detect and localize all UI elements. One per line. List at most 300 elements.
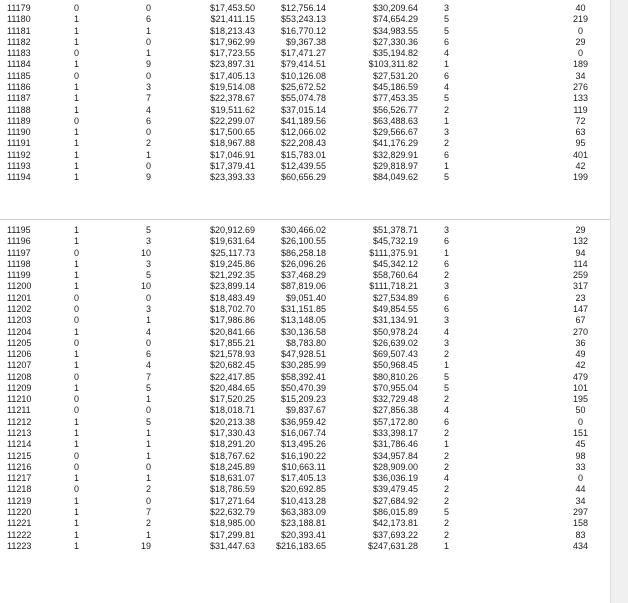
total-cell[interactable]: $41,176.29 <box>372 138 418 149</box>
row-id-cell[interactable]: 11220 <box>7 507 32 517</box>
vertical-scrollbar[interactable] <box>610 0 628 603</box>
score-cell[interactable]: 83 <box>575 529 586 540</box>
count-cell[interactable]: 1 <box>145 48 151 59</box>
table-row[interactable] <box>0 150 610 161</box>
amount-b-cell[interactable]: $63,383.09 <box>280 507 326 517</box>
amount-b-cell[interactable]: $17,471.27 <box>280 48 326 59</box>
flag-cell[interactable]: 1 <box>73 127 79 138</box>
score-cell[interactable]: 23 <box>575 292 586 303</box>
row-id-cell[interactable]: 11219 <box>7 495 32 506</box>
amount-b-cell[interactable]: $216,183.65 <box>275 540 326 551</box>
flag-cell[interactable]: 1 <box>73 495 79 506</box>
flag-cell[interactable]: 1 <box>73 93 79 104</box>
amount-a-cell[interactable]: $23,897.31 <box>209 59 255 70</box>
amount-b-cell[interactable]: $31,151.85 <box>280 303 326 314</box>
score-cell[interactable]: 158 <box>572 518 589 529</box>
row-id-cell[interactable]: 11196 <box>7 236 31 247</box>
table-row[interactable] <box>0 71 610 82</box>
total-cell[interactable]: $74,654.29 <box>372 14 418 25</box>
amount-b-cell[interactable]: $53,243.13 <box>280 14 326 25</box>
count-cell[interactable]: 1 <box>145 149 151 160</box>
count-cell[interactable]: 1 <box>145 529 151 540</box>
table-row[interactable] <box>0 248 610 259</box>
category-cell[interactable]: 4 <box>443 81 449 92</box>
count-cell[interactable]: 0 <box>145 36 151 47</box>
amount-a-cell[interactable]: $20,213.38 <box>209 416 255 427</box>
flag-cell[interactable]: 1 <box>73 382 79 393</box>
category-cell[interactable]: 6 <box>443 70 449 81</box>
total-cell[interactable]: $111,718.21 <box>369 281 418 292</box>
count-cell[interactable]: 6 <box>145 115 151 126</box>
score-cell[interactable]: 40 <box>575 3 586 13</box>
table-row[interactable] <box>0 496 610 507</box>
count-cell[interactable]: 4 <box>145 360 151 371</box>
row-id-cell[interactable]: 11209 <box>7 382 32 393</box>
flag-cell[interactable]: 0 <box>73 394 79 405</box>
count-cell[interactable]: 4 <box>145 104 151 115</box>
score-cell[interactable]: 98 <box>575 450 586 461</box>
amount-b-cell[interactable]: $12,066.02 <box>280 127 326 138</box>
amount-b-cell[interactable]: $9,367.38 <box>285 36 326 47</box>
count-cell[interactable]: 0 <box>145 337 151 348</box>
table-row[interactable] <box>0 259 610 270</box>
table-row[interactable] <box>0 3 610 14</box>
score-cell[interactable]: 45 <box>575 439 586 450</box>
flag-cell[interactable]: 1 <box>73 25 79 36</box>
total-cell[interactable]: $45,186.59 <box>372 81 418 92</box>
count-cell[interactable]: 9 <box>145 59 151 70</box>
flag-cell[interactable]: 0 <box>73 247 79 258</box>
category-cell[interactable]: 3 <box>443 225 449 235</box>
row-id-cell[interactable]: 11192 <box>7 149 31 160</box>
flag-cell[interactable]: 0 <box>73 3 79 13</box>
amount-a-cell[interactable]: $21,578.93 <box>209 349 255 360</box>
score-cell[interactable]: 42 <box>575 360 586 371</box>
amount-a-cell[interactable]: $18,018.71 <box>209 405 255 416</box>
amount-a-cell[interactable]: $17,405.13 <box>209 70 255 81</box>
score-cell[interactable]: 434 <box>572 540 589 551</box>
amount-a-cell[interactable]: $18,985.00 <box>209 518 255 529</box>
amount-a-cell[interactable]: $19,245.86 <box>209 258 255 269</box>
table-row[interactable] <box>0 473 610 484</box>
total-cell[interactable]: $247,631.28 <box>367 540 418 551</box>
amount-a-cell[interactable]: $17,986.86 <box>209 315 255 326</box>
table-row[interactable] <box>0 225 610 236</box>
amount-b-cell[interactable]: $12,439.55 <box>280 160 326 171</box>
amount-b-cell[interactable]: $10,663.11 <box>281 461 326 472</box>
category-cell[interactable]: 6 <box>443 416 449 427</box>
amount-b-cell[interactable]: $25,672.52 <box>280 81 326 92</box>
row-id-cell[interactable]: 11211 <box>7 405 31 416</box>
score-cell[interactable]: 119 <box>573 104 588 115</box>
flag-cell[interactable]: 1 <box>73 149 79 160</box>
amount-a-cell[interactable]: $19,631.64 <box>209 236 255 247</box>
amount-b-cell[interactable]: $41,189.56 <box>280 115 326 126</box>
row-id-cell[interactable]: 11201 <box>7 292 32 303</box>
flag-cell[interactable]: 0 <box>73 48 79 59</box>
amount-b-cell[interactable]: $20,692.85 <box>280 484 326 495</box>
score-cell[interactable]: 259 <box>572 270 589 281</box>
category-cell[interactable]: 4 <box>443 405 449 416</box>
amount-b-cell[interactable]: $58,392.41 <box>280 371 326 382</box>
total-cell[interactable]: $86,015.89 <box>372 507 418 517</box>
total-cell[interactable]: $63,488.63 <box>372 115 418 126</box>
total-cell[interactable]: $34,957.84 <box>372 450 418 461</box>
amount-b-cell[interactable]: $10,413.28 <box>280 495 326 506</box>
amount-a-cell[interactable]: $17,299.81 <box>209 529 255 540</box>
table-row[interactable] <box>0 327 610 338</box>
total-cell[interactable]: $39,479.45 <box>372 484 418 495</box>
score-cell[interactable]: 33 <box>575 461 586 472</box>
amount-a-cell[interactable]: $19,514.08 <box>209 81 255 92</box>
category-cell[interactable]: 2 <box>443 450 449 461</box>
amount-b-cell[interactable]: $17,405.13 <box>280 473 326 484</box>
amount-a-cell[interactable]: $17,271.64 <box>209 495 255 506</box>
amount-a-cell[interactable]: $17,046.91 <box>209 149 255 160</box>
amount-b-cell[interactable]: $36,959.42 <box>280 416 326 427</box>
count-cell[interactable]: 6 <box>145 349 151 360</box>
total-cell[interactable]: $36,036.19 <box>372 473 418 484</box>
table-row[interactable] <box>0 161 610 172</box>
score-cell[interactable]: 67 <box>575 315 586 326</box>
amount-a-cell[interactable]: $23,899.14 <box>209 281 255 292</box>
score-cell[interactable]: 0 <box>577 25 583 36</box>
total-cell[interactable]: $26,639.02 <box>372 337 418 348</box>
flag-cell[interactable]: 1 <box>73 507 79 517</box>
category-cell[interactable]: 6 <box>443 292 449 303</box>
category-cell[interactable]: 2 <box>443 428 449 439</box>
category-cell[interactable]: 6 <box>443 36 449 47</box>
flag-cell[interactable]: 0 <box>73 337 79 348</box>
count-cell[interactable]: 10 <box>140 281 151 292</box>
row-id-cell[interactable]: 11198 <box>7 258 31 269</box>
table-row[interactable] <box>0 428 610 439</box>
category-cell[interactable]: 2 <box>443 495 449 506</box>
amount-a-cell[interactable]: $20,912.69 <box>209 225 255 235</box>
amount-a-cell[interactable]: $21,292.35 <box>209 270 255 281</box>
row-id-cell[interactable]: 11197 <box>7 247 31 258</box>
row-id-cell[interactable]: 11222 <box>7 529 32 540</box>
count-cell[interactable]: 0 <box>145 160 151 171</box>
flag-cell[interactable]: 0 <box>73 461 79 472</box>
amount-a-cell[interactable]: $31,447.63 <box>209 540 255 551</box>
amount-b-cell[interactable]: $15,209.23 <box>280 394 326 405</box>
flag-cell[interactable]: 1 <box>73 225 79 235</box>
category-cell[interactable]: 6 <box>443 303 449 314</box>
score-cell[interactable]: 133 <box>572 93 589 104</box>
amount-b-cell[interactable]: $9,837.67 <box>285 405 326 416</box>
total-cell[interactable]: $29,566.67 <box>372 127 418 138</box>
total-cell[interactable]: $31,786.46 <box>372 439 418 450</box>
count-cell[interactable]: 3 <box>145 81 151 92</box>
table-row[interactable] <box>0 14 610 25</box>
row-id-cell[interactable]: 11206 <box>7 349 32 360</box>
amount-a-cell[interactable]: $17,500.65 <box>209 127 255 138</box>
count-cell[interactable]: 6 <box>145 14 151 25</box>
amount-b-cell[interactable]: $30,466.02 <box>280 225 326 235</box>
amount-b-cell[interactable]: $47,928.51 <box>280 349 326 360</box>
table-row[interactable] <box>0 372 610 383</box>
row-id-cell[interactable]: 11203 <box>7 315 32 326</box>
flag-cell[interactable]: 0 <box>73 405 79 416</box>
amount-a-cell[interactable]: $17,379.41 <box>209 160 255 171</box>
category-cell[interactable]: 3 <box>443 3 449 13</box>
row-id-cell[interactable]: 11214 <box>7 439 32 450</box>
row-id-cell[interactable]: 11182 <box>7 36 31 47</box>
table-row[interactable] <box>0 172 610 183</box>
flag-cell[interactable]: 0 <box>73 484 79 495</box>
table-row[interactable] <box>0 105 610 116</box>
flag-cell[interactable]: 0 <box>73 315 79 326</box>
category-cell[interactable]: 2 <box>443 394 449 405</box>
flag-cell[interactable]: 1 <box>73 138 79 149</box>
score-cell[interactable]: 95 <box>575 138 586 149</box>
row-id-cell[interactable]: 11207 <box>7 360 32 371</box>
flag-cell[interactable]: 1 <box>73 281 79 292</box>
flag-cell[interactable]: 1 <box>73 428 79 439</box>
amount-b-cell[interactable]: $20,393.41 <box>280 529 326 540</box>
flag-cell[interactable]: 1 <box>73 36 79 47</box>
score-cell[interactable]: 0 <box>577 416 583 427</box>
amount-a-cell[interactable]: $17,855.21 <box>209 337 255 348</box>
count-cell[interactable]: 3 <box>145 258 151 269</box>
score-cell[interactable]: 199 <box>572 172 589 183</box>
score-cell[interactable]: 219 <box>572 14 589 25</box>
row-id-cell[interactable]: 11181 <box>7 25 31 36</box>
count-cell[interactable]: 5 <box>145 270 151 281</box>
amount-a-cell[interactable]: $18,483.49 <box>209 292 255 303</box>
count-cell[interactable]: 1 <box>145 428 151 439</box>
table-row[interactable] <box>0 315 610 326</box>
score-cell[interactable]: 34 <box>575 495 586 506</box>
total-cell[interactable]: $49,854.55 <box>372 303 418 314</box>
score-cell[interactable]: 317 <box>572 281 589 292</box>
category-cell[interactable]: 1 <box>443 540 449 551</box>
score-cell[interactable]: 34 <box>575 70 586 81</box>
table-row[interactable] <box>0 360 610 371</box>
amount-b-cell[interactable]: $16,770.12 <box>280 25 326 36</box>
amount-b-cell[interactable]: $12,756.14 <box>280 3 326 13</box>
count-cell[interactable]: 4 <box>145 326 151 337</box>
row-id-cell[interactable]: 11221 <box>7 518 32 529</box>
total-cell[interactable]: $58,760.64 <box>372 270 418 281</box>
total-cell[interactable]: $30,209.64 <box>372 3 418 13</box>
score-cell[interactable]: 49 <box>575 349 586 360</box>
amount-b-cell[interactable]: $26,100.55 <box>280 236 326 247</box>
amount-b-cell[interactable]: $50,470.39 <box>280 382 326 393</box>
count-cell[interactable]: 5 <box>145 416 151 427</box>
table-row[interactable] <box>0 417 610 428</box>
score-cell[interactable]: 94 <box>575 247 586 258</box>
total-cell[interactable]: $45,342.12 <box>372 258 418 269</box>
score-cell[interactable]: 147 <box>572 303 589 314</box>
category-cell[interactable]: 1 <box>443 115 449 126</box>
table-row[interactable] <box>0 349 610 360</box>
amount-b-cell[interactable]: $30,136.58 <box>280 326 326 337</box>
count-cell[interactable]: 9 <box>145 172 151 183</box>
amount-b-cell[interactable]: $26,096.26 <box>280 258 326 269</box>
amount-a-cell[interactable]: $17,453.50 <box>209 3 255 13</box>
count-cell[interactable]: 3 <box>145 303 151 314</box>
flag-cell[interactable]: 1 <box>73 14 79 25</box>
amount-a-cell[interactable]: $18,631.07 <box>209 473 255 484</box>
row-id-cell[interactable]: 11184 <box>7 59 31 70</box>
score-cell[interactable]: 270 <box>572 326 589 337</box>
table-row[interactable] <box>0 37 610 48</box>
row-id-cell[interactable]: 11202 <box>7 303 32 314</box>
category-cell[interactable]: 4 <box>443 473 449 484</box>
total-cell[interactable]: $103,311.82 <box>368 59 418 70</box>
category-cell[interactable]: 2 <box>443 104 449 115</box>
flag-cell[interactable]: 1 <box>73 258 79 269</box>
score-cell[interactable]: 36 <box>575 337 586 348</box>
row-id-cell[interactable]: 11194 <box>7 172 31 183</box>
table-row[interactable] <box>0 93 610 104</box>
category-cell[interactable]: 5 <box>443 382 449 393</box>
total-cell[interactable]: $42,173.81 <box>372 518 418 529</box>
table-row[interactable] <box>0 304 610 315</box>
count-cell[interactable]: 5 <box>145 225 151 235</box>
table-row[interactable] <box>0 383 610 394</box>
total-cell[interactable]: $29,818.97 <box>372 160 418 171</box>
category-cell[interactable]: 5 <box>443 172 449 183</box>
total-cell[interactable]: $111,375.91 <box>369 247 418 258</box>
count-cell[interactable]: 7 <box>145 371 151 382</box>
category-cell[interactable]: 4 <box>443 48 449 59</box>
amount-a-cell[interactable]: $19,511.62 <box>210 104 255 115</box>
amount-a-cell[interactable]: $18,702.70 <box>209 303 255 314</box>
amount-a-cell[interactable]: $20,682.45 <box>209 360 255 371</box>
row-id-cell[interactable]: 11186 <box>7 81 31 92</box>
amount-b-cell[interactable]: $13,495.26 <box>280 439 326 450</box>
amount-b-cell[interactable]: $30,285.99 <box>280 360 326 371</box>
category-cell[interactable]: 4 <box>443 326 449 337</box>
amount-a-cell[interactable]: $22,417.85 <box>209 371 255 382</box>
category-cell[interactable]: 3 <box>443 315 449 326</box>
count-cell[interactable]: 5 <box>145 382 151 393</box>
amount-a-cell[interactable]: $18,245.89 <box>209 461 255 472</box>
category-cell[interactable]: 3 <box>443 281 449 292</box>
category-cell[interactable]: 1 <box>443 160 449 171</box>
category-cell[interactable]: 1 <box>443 360 449 371</box>
total-cell[interactable]: $27,330.36 <box>372 36 418 47</box>
row-id-cell[interactable]: 11212 <box>7 416 32 427</box>
count-cell[interactable]: 0 <box>145 70 151 81</box>
score-cell[interactable]: 50 <box>575 405 586 416</box>
row-id-cell[interactable]: 11213 <box>7 428 32 439</box>
table-row[interactable] <box>0 138 610 149</box>
total-cell[interactable]: $45,732.19 <box>372 236 418 247</box>
score-cell[interactable]: 29 <box>575 36 586 47</box>
row-id-cell[interactable]: 11191 <box>7 138 31 149</box>
row-id-cell[interactable]: 11189 <box>7 115 31 126</box>
score-cell[interactable]: 297 <box>572 507 589 517</box>
score-cell[interactable]: 0 <box>577 473 583 484</box>
amount-b-cell[interactable]: $10,126.08 <box>280 70 326 81</box>
row-id-cell[interactable]: 11223 <box>7 540 32 551</box>
category-cell[interactable]: 5 <box>443 507 449 517</box>
amount-b-cell[interactable]: $9,051.40 <box>285 292 326 303</box>
score-cell[interactable]: 132 <box>572 236 589 247</box>
row-id-cell[interactable]: 11208 <box>7 371 32 382</box>
table-row[interactable] <box>0 270 610 281</box>
total-cell[interactable]: $50,978.24 <box>372 326 418 337</box>
row-id-cell[interactable]: 11216 <box>7 461 32 472</box>
table-row[interactable] <box>0 293 610 304</box>
table-row[interactable] <box>0 451 610 462</box>
table-row[interactable] <box>0 82 610 93</box>
table-row[interactable] <box>0 394 610 405</box>
amount-b-cell[interactable]: $37,468.29 <box>280 270 326 281</box>
flag-cell[interactable]: 1 <box>73 360 79 371</box>
flag-cell[interactable]: 1 <box>73 529 79 540</box>
amount-b-cell[interactable]: $86,258.18 <box>280 247 326 258</box>
table-row[interactable] <box>0 507 610 518</box>
category-cell[interactable]: 5 <box>443 14 449 25</box>
amount-b-cell[interactable]: $15,783.01 <box>280 149 326 160</box>
flag-cell[interactable]: 1 <box>73 270 79 281</box>
table-row[interactable] <box>0 338 610 349</box>
total-cell[interactable]: $27,534.89 <box>372 292 418 303</box>
amount-b-cell[interactable]: $60,656.29 <box>280 172 326 183</box>
category-cell[interactable]: 2 <box>443 461 449 472</box>
score-cell[interactable]: 44 <box>575 484 586 495</box>
score-cell[interactable]: 29 <box>575 225 586 235</box>
amount-a-cell[interactable]: $17,962.99 <box>209 36 255 47</box>
count-cell[interactable]: 1 <box>145 25 151 36</box>
row-id-cell[interactable]: 11204 <box>7 326 32 337</box>
total-cell[interactable]: $27,684.92 <box>372 495 418 506</box>
flag-cell[interactable]: 1 <box>73 349 79 360</box>
flag-cell[interactable]: 1 <box>73 326 79 337</box>
row-id-cell[interactable]: 11199 <box>7 270 31 281</box>
count-cell[interactable]: 10 <box>140 247 151 258</box>
row-id-cell[interactable]: 11187 <box>7 93 31 104</box>
category-cell[interactable]: 1 <box>443 439 449 450</box>
amount-b-cell[interactable]: $13,148.05 <box>280 315 326 326</box>
category-cell[interactable]: 6 <box>443 236 449 247</box>
table-row[interactable] <box>0 518 610 529</box>
amount-a-cell[interactable]: $17,723.55 <box>209 48 255 59</box>
row-id-cell[interactable]: 11185 <box>7 70 31 81</box>
category-cell[interactable]: 3 <box>443 337 449 348</box>
score-cell[interactable]: 72 <box>575 115 586 126</box>
count-cell[interactable]: 0 <box>145 127 151 138</box>
total-cell[interactable]: $27,531.20 <box>372 70 418 81</box>
score-cell[interactable]: 42 <box>575 160 586 171</box>
row-id-cell[interactable]: 11215 <box>7 450 32 461</box>
category-cell[interactable]: 5 <box>443 93 449 104</box>
category-cell[interactable]: 2 <box>443 270 449 281</box>
amount-a-cell[interactable]: $18,786.59 <box>209 484 255 495</box>
row-id-cell[interactable]: 11180 <box>7 14 31 25</box>
amount-b-cell[interactable]: $37,015.14 <box>280 104 326 115</box>
amount-a-cell[interactable]: $17,520.25 <box>209 394 255 405</box>
row-id-cell[interactable]: 11193 <box>7 160 31 171</box>
count-cell[interactable]: 1 <box>145 439 151 450</box>
amount-b-cell[interactable]: $23,188.81 <box>280 518 326 529</box>
flag-cell[interactable]: 0 <box>73 292 79 303</box>
count-cell[interactable]: 7 <box>145 93 151 104</box>
category-cell[interactable]: 3 <box>443 127 449 138</box>
amount-a-cell[interactable]: $22,299.07 <box>209 115 255 126</box>
count-cell[interactable]: 1 <box>145 450 151 461</box>
count-cell[interactable]: 0 <box>145 495 151 506</box>
count-cell[interactable]: 0 <box>145 292 151 303</box>
total-cell[interactable]: $51,378.71 <box>372 225 418 235</box>
amount-a-cell[interactable]: $22,378.67 <box>209 93 255 104</box>
amount-a-cell[interactable]: $20,484.65 <box>209 382 255 393</box>
